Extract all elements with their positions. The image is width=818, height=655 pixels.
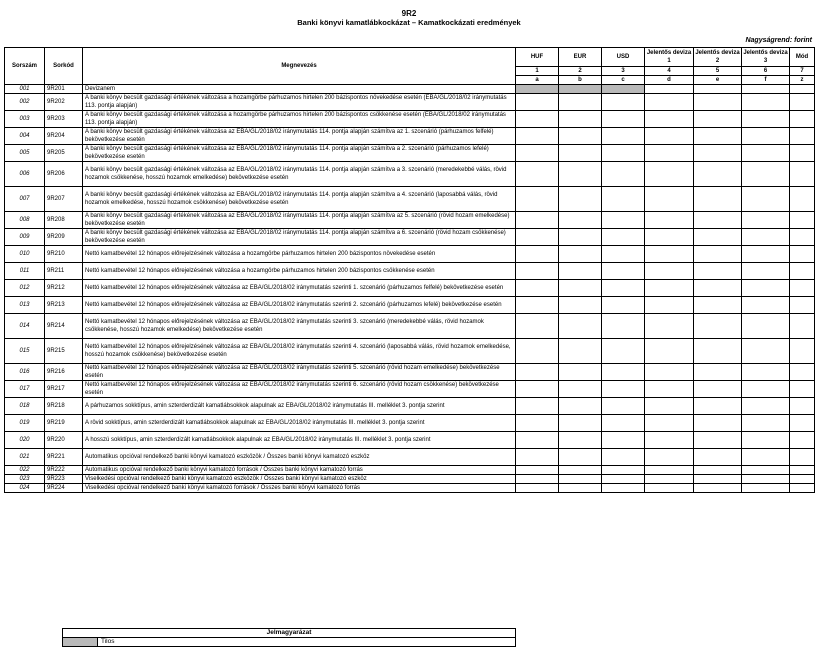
row-description: A banki könyv becsült gazdasági értékének változása az EBA/GL/2018/02 iránymutatás 114. pontja alapján számítva a 2. szcenárió (párhuzamos lefelé) bekövetkezése esetén [83,145,516,162]
row-code: 9R215 [45,339,83,364]
row-description: A banki könyv becsült gazdasági értékének változása a hozamgörbe párhuzamos hirtelen 200 bázispontos növekedése esetén (EBA/GL/2018/02 iránymutatás 113. pontja alapján) [83,94,516,111]
table-row [5,466,815,475]
row-code: 9R208 [45,212,83,229]
value-cell[interactable] [645,364,694,381]
value-cell[interactable] [645,85,694,94]
value-cell[interactable] [645,314,694,339]
value-cell[interactable] [602,145,645,162]
header-currency-1: Jelentős deviza 1 [645,48,694,67]
table-row [5,111,815,128]
row-code: 9R222 [45,466,83,475]
col-letter: a [516,76,559,85]
value-cell[interactable] [742,145,790,162]
row-serial: 008 [5,212,45,229]
value-cell[interactable] [602,364,645,381]
value-cell[interactable] [742,297,790,314]
value-cell[interactable] [790,432,815,449]
value-cell[interactable] [694,364,742,381]
value-cell[interactable] [790,297,815,314]
table-row [5,263,815,280]
value-cell[interactable] [516,94,559,111]
value-cell[interactable] [559,111,602,128]
value-cell[interactable] [742,432,790,449]
value-cell[interactable] [602,398,645,415]
value-cell[interactable] [742,475,790,484]
table-row [5,280,815,297]
table-row [5,128,815,145]
row-description: Nettó kamatbevétel 12 hónapos előrejelzésének változása az EBA/GL/2018/02 iránymutatás szerinti 6. szcenárió (rövid hozam csökkenése) bekövetkezése esetén [83,381,516,398]
value-cell[interactable] [602,128,645,145]
row-code: 9R224 [45,484,83,493]
value-cell[interactable] [559,432,602,449]
value-cell[interactable] [559,297,602,314]
value-cell[interactable] [742,111,790,128]
value-cell[interactable] [645,246,694,263]
value-cell[interactable] [694,314,742,339]
row-serial: 020 [5,432,45,449]
value-cell[interactable] [516,162,559,187]
value-cell[interactable] [790,415,815,432]
value-cell[interactable] [694,145,742,162]
value-cell[interactable] [559,415,602,432]
value-cell[interactable] [790,212,815,229]
value-cell[interactable] [516,111,559,128]
row-serial: 001 [5,85,45,94]
col-letter: b [559,76,602,85]
value-cell[interactable] [645,187,694,212]
value-cell[interactable] [694,297,742,314]
value-cell[interactable] [694,466,742,475]
row-description: Nettó kamatbevétel 12 hónapos előrejelzésének változása a hozamgörbe párhuzamos hirtelen 200 bázispontos csökkenése esetén [83,263,516,280]
row-code: 9R203 [45,111,83,128]
value-cell[interactable] [516,297,559,314]
value-cell[interactable] [694,229,742,246]
value-cell[interactable] [790,263,815,280]
header-huf: HUF [516,48,559,67]
value-cell[interactable] [602,475,645,484]
value-cell[interactable] [516,263,559,280]
row-code: 9R221 [45,449,83,466]
value-cell[interactable] [790,111,815,128]
col-number: 6 [742,67,790,76]
value-cell[interactable] [790,85,815,94]
row-description: A rövid sokktípus, amin szterderdizált kamatlábsokkok alapulnak az EBA/GL/2018/02 iránymutatás III. melléklet 3. pontja szerint [83,415,516,432]
value-cell[interactable] [516,449,559,466]
value-cell[interactable] [559,263,602,280]
value-cell[interactable] [694,212,742,229]
row-code: 9R219 [45,415,83,432]
legend-forbidden-label: Tilos [98,638,516,647]
value-cell[interactable] [602,212,645,229]
value-cell[interactable] [516,314,559,339]
col-number: 3 [602,67,645,76]
value-cell[interactable] [742,381,790,398]
table-row [5,162,815,187]
header-currency-2: Jelentős deviza 2 [694,48,742,67]
col-number: 5 [694,67,742,76]
value-cell[interactable] [559,246,602,263]
value-cell[interactable] [790,94,815,111]
value-cell[interactable] [559,484,602,493]
value-cell[interactable] [645,484,694,493]
table-row [5,364,815,381]
row-serial: 007 [5,187,45,212]
value-cell[interactable] [559,364,602,381]
value-cell[interactable] [516,398,559,415]
row-description: Automatikus opcióval rendelkező banki könyvi kamatozó eszközök / Összes banki könyvi kamatozó eszköz [83,449,516,466]
legend-title: Jelmagyarázat [63,629,516,638]
value-cell[interactable] [694,415,742,432]
value-cell[interactable] [602,339,645,364]
value-cell[interactable] [694,449,742,466]
value-cell[interactable] [742,466,790,475]
value-cell[interactable] [602,162,645,187]
value-cell[interactable] [516,212,559,229]
row-serial: 016 [5,364,45,381]
row-serial: 006 [5,162,45,187]
value-cell[interactable] [790,449,815,466]
value-cell[interactable] [602,297,645,314]
row-description: Nettó kamatbevétel 12 hónapos előrejelzésének változása az EBA/GL/2018/02 iránymutatás szerinti 5. szcenárió (rövid hozam emelkedése) bekövetkezése esetén [83,364,516,381]
value-cell[interactable] [790,466,815,475]
value-cell[interactable] [790,339,815,364]
value-cell[interactable] [694,85,742,94]
row-description: A párhuzamos sokktípus, amin szterderdizált kamatlábsokkok alapulnak az EBA/GL/2018/02 iránymutatás III. melléklet 3. pontja szerint [83,398,516,415]
value-cell[interactable] [790,381,815,398]
value-cell[interactable] [559,94,602,111]
col-number: 1 [516,67,559,76]
row-description: Nettó kamatbevétel 12 hónapos előrejelzésének változása a hozamgörbe párhuzamos hirtelen 200 bázispontos növekedése esetén [83,246,516,263]
value-cell[interactable] [602,415,645,432]
row-description: A banki könyv becsült gazdasági értékének változása a hozamgörbe párhuzamos hirtelen 200 bázispontos csökkenése esetén (EBA/GL/2018/02 iránymutatás 113. pontja alapján) [83,111,516,128]
row-serial: 005 [5,145,45,162]
value-cell[interactable] [790,187,815,212]
legend-table [62,628,516,647]
value-cell[interactable] [516,246,559,263]
col-letter: d [645,76,694,85]
table-row [5,187,815,212]
value-cell[interactable] [694,280,742,297]
value-cell[interactable] [694,246,742,263]
value-cell[interactable] [742,415,790,432]
row-serial: 004 [5,128,45,145]
value-cell[interactable] [602,280,645,297]
table-row [5,85,815,94]
row-serial: 011 [5,263,45,280]
row-serial: 014 [5,314,45,339]
value-cell[interactable] [742,364,790,381]
row-serial: 013 [5,297,45,314]
row-description: Nettó kamatbevétel 12 hónapos előrejelzésének változása az EBA/GL/2018/02 iránymutatás szerinti 2. szcenárió (párhuzamos lefelé) bekövetkezése esetén [83,297,516,314]
row-serial: 018 [5,398,45,415]
row-code: 9R210 [45,246,83,263]
table-row [5,94,815,111]
row-code: 9R205 [45,145,83,162]
row-serial: 024 [5,484,45,493]
value-cell[interactable] [790,280,815,297]
row-code: 9R209 [45,229,83,246]
value-cell[interactable] [645,229,694,246]
value-cell[interactable] [645,381,694,398]
value-cell[interactable] [516,145,559,162]
row-code: 9R220 [45,432,83,449]
value-cell[interactable] [559,475,602,484]
unit-label: Nagyságrend: forint [745,37,812,44]
value-cell[interactable] [742,263,790,280]
value-cell[interactable] [790,145,815,162]
value-cell[interactable] [694,381,742,398]
header-description: Megnevezés [83,48,516,85]
value-cell[interactable] [742,339,790,364]
header-serial: Sorszám [5,48,45,85]
value-cell[interactable] [790,128,815,145]
col-letter: z [790,76,815,85]
value-cell[interactable] [742,128,790,145]
value-cell[interactable] [694,128,742,145]
value-cell[interactable] [602,432,645,449]
table-row [5,212,815,229]
row-code: 9R211 [45,263,83,280]
value-cell[interactable] [742,314,790,339]
forbidden-cell [559,85,602,94]
table-row [5,398,815,415]
row-code: 9R207 [45,187,83,212]
value-cell[interactable] [694,339,742,364]
row-code: 9R204 [45,128,83,145]
value-cell[interactable] [742,162,790,187]
value-cell[interactable] [790,364,815,381]
value-cell[interactable] [645,162,694,187]
forbidden-cell [602,85,645,94]
row-description: Nettó kamatbevétel 12 hónapos előrejelzésének változása az EBA/GL/2018/02 iránymutatás szerinti 4. szcenárió (laposabbá válás, rövid hozamok emelkedése, hosszú hozamok csökkenése) bekövetkezése esetén [83,339,516,364]
row-description: Automatikus opcióval rendelkező banki könyvi kamatozó források / Összes banki könyvi kamatozó forrás [83,466,516,475]
value-cell[interactable] [516,339,559,364]
row-serial: 015 [5,339,45,364]
table-row [5,339,815,364]
row-serial: 009 [5,229,45,246]
value-cell[interactable] [516,128,559,145]
value-cell[interactable] [559,449,602,466]
report-title: Banki könyvi kamatlábkockázat – Kamatkockázati eredmények [297,18,521,27]
value-cell[interactable] [694,432,742,449]
value-cell[interactable] [694,187,742,212]
value-cell[interactable] [516,475,559,484]
row-description: A banki könyv becsült gazdasági értékének változása az EBA/GL/2018/02 iránymutatás 114. pontja alapján számítva a 4. szcenárió (laposabbá válás, rövid hozamok emelkedése, hosszú hozamok csökkenése) bekövetkezése esetén [83,187,516,212]
value-cell[interactable] [602,94,645,111]
value-cell[interactable] [790,484,815,493]
value-cell[interactable] [645,111,694,128]
header-eur: EUR [559,48,602,67]
value-cell[interactable] [602,229,645,246]
row-code: 9R217 [45,381,83,398]
value-cell[interactable] [559,280,602,297]
table-row [5,484,815,493]
value-cell[interactable] [559,212,602,229]
row-code: 9R223 [45,475,83,484]
value-cell[interactable] [790,162,815,187]
value-cell[interactable] [516,364,559,381]
value-cell[interactable] [516,466,559,475]
col-number: 4 [645,67,694,76]
value-cell[interactable] [516,381,559,398]
value-cell[interactable] [645,94,694,111]
legend-gray-swatch [63,638,98,647]
table-row [5,314,815,339]
header-usd: USD [602,48,645,67]
value-cell[interactable] [602,111,645,128]
value-cell[interactable] [694,111,742,128]
value-cell[interactable] [516,484,559,493]
value-cell[interactable] [645,339,694,364]
row-serial: 003 [5,111,45,128]
value-cell[interactable] [602,246,645,263]
table-row [5,415,815,432]
row-serial: 012 [5,280,45,297]
row-code: 9R214 [45,314,83,339]
value-cell[interactable] [742,449,790,466]
value-cell[interactable] [742,280,790,297]
value-cell[interactable] [645,398,694,415]
value-cell[interactable] [742,229,790,246]
value-cell[interactable] [645,128,694,145]
col-letter: e [694,76,742,85]
row-code: 9R218 [45,398,83,415]
col-letter: f [742,76,790,85]
row-serial: 021 [5,449,45,466]
value-cell[interactable] [602,484,645,493]
row-description: Nettó kamatbevétel 12 hónapos előrejelzésének változása az EBA/GL/2018/02 iránymutatás szerinti 3. szcenárió (meredekebbé válás, rövid hozamok csökkenése, hosszú hozamok emelkedése) bekövetkezése esetén [83,314,516,339]
row-description: A banki könyv becsült gazdasági értékének változása az EBA/GL/2018/02 iránymutatás 114. pontja alapján számítva a 6. szcenárió (rövid hozam csökkenése) bekövetkezése esetén [83,229,516,246]
value-cell[interactable] [602,187,645,212]
value-cell[interactable] [645,415,694,432]
row-code: 9R216 [45,364,83,381]
value-cell[interactable] [559,162,602,187]
value-cell[interactable] [742,187,790,212]
value-cell[interactable] [645,280,694,297]
value-cell[interactable] [602,314,645,339]
value-cell[interactable] [559,145,602,162]
value-cell[interactable] [790,475,815,484]
table-row [5,297,815,314]
value-cell[interactable] [645,449,694,466]
value-cell[interactable] [645,263,694,280]
row-code: 9R213 [45,297,83,314]
value-cell[interactable] [559,466,602,475]
value-cell[interactable] [645,212,694,229]
value-cell[interactable] [694,398,742,415]
row-serial: 023 [5,475,45,484]
value-cell[interactable] [516,415,559,432]
value-cell[interactable] [645,432,694,449]
value-cell[interactable] [790,246,815,263]
value-cell[interactable] [559,339,602,364]
header-rowcode: Sorkód [45,48,83,85]
table-row [5,475,815,484]
col-number: 7 [790,67,815,76]
value-cell[interactable] [516,187,559,212]
row-serial: 019 [5,415,45,432]
row-code: 9R212 [45,280,83,297]
value-cell[interactable] [602,263,645,280]
forbidden-cell [516,85,559,94]
row-code: 9R202 [45,94,83,111]
report-code: 9R2 [401,9,417,18]
value-cell[interactable] [694,484,742,493]
value-cell[interactable] [742,398,790,415]
header-currency-3: Jelentős deviza 3 [742,48,790,67]
row-description: A banki könyv becsült gazdasági értékének változása az EBA/GL/2018/02 iránymutatás 114. pontja alapján számítva a 3. szcenárió (meredekebbé válás, rövid hozamok csökkenése, hosszú hozamok emelkedése) bekövetkezése esetén [83,162,516,187]
table-row [5,432,815,449]
table-row [5,381,815,398]
value-cell[interactable] [742,85,790,94]
value-cell[interactable] [645,466,694,475]
table-row [5,246,815,263]
row-description: Devizanem [83,85,516,94]
row-serial: 010 [5,246,45,263]
header-mode: Mód [790,48,815,67]
row-description: A banki könyv becsült gazdasági értékének változása az EBA/GL/2018/02 iránymutatás 114. pontja alapján számítva az 1. szcenárió (párhuzamos felfelé) bekövetkezése esetén [83,128,516,145]
col-number: 2 [559,67,602,76]
table-row [5,145,815,162]
value-cell[interactable] [516,432,559,449]
value-cell[interactable] [742,94,790,111]
value-cell[interactable] [645,475,694,484]
row-description: A banki könyv becsült gazdasági értékének változása az EBA/GL/2018/02 iránymutatás 114. pontja alapján számítva az 5. szcenárió (rövid hozam emelkedése) bekövetkezése esetén [83,212,516,229]
value-cell[interactable] [559,187,602,212]
row-serial: 002 [5,94,45,111]
value-cell[interactable] [694,162,742,187]
row-code: 9R206 [45,162,83,187]
value-cell[interactable] [790,398,815,415]
value-cell[interactable] [694,94,742,111]
table-row [5,229,815,246]
value-cell[interactable] [602,449,645,466]
value-cell[interactable] [645,297,694,314]
row-serial: 022 [5,466,45,475]
report-table [4,47,815,493]
value-cell[interactable] [559,398,602,415]
value-cell[interactable] [559,381,602,398]
value-cell[interactable] [516,229,559,246]
value-cell[interactable] [790,229,815,246]
value-cell[interactable] [742,246,790,263]
row-description: Viselkedési opcióval rendelkező banki könyvi kamatozó eszközök / Összes banki könyvi kamatozó eszköz [83,475,516,484]
value-cell[interactable] [516,280,559,297]
value-cell[interactable] [559,314,602,339]
value-cell[interactable] [645,145,694,162]
row-description: Nettó kamatbevétel 12 hónapos előrejelzésének változása az EBA/GL/2018/02 iránymutatás szerinti 1. szcenárió (párhuzamos felfelé) bekövetkezése esetén [83,280,516,297]
row-code: 9R201 [45,85,83,94]
value-cell[interactable] [602,466,645,475]
value-cell[interactable] [694,475,742,484]
value-cell[interactable] [602,381,645,398]
value-cell[interactable] [790,314,815,339]
table-row [5,449,815,466]
col-letter: c [602,76,645,85]
row-serial: 017 [5,381,45,398]
value-cell[interactable] [742,212,790,229]
value-cell[interactable] [742,484,790,493]
value-cell[interactable] [559,128,602,145]
value-cell[interactable] [694,263,742,280]
row-description: A hosszú sokktípus, amin szterderdizált kamatlábsokkok alapulnak az EBA/GL/2018/02 iránymutatás III. melléklet 3. pontja szerint [83,432,516,449]
row-description: Viselkedési opcióval rendelkező banki könyvi kamatozó források / Összes banki könyvi kamatozó forrás [83,484,516,493]
value-cell[interactable] [559,229,602,246]
